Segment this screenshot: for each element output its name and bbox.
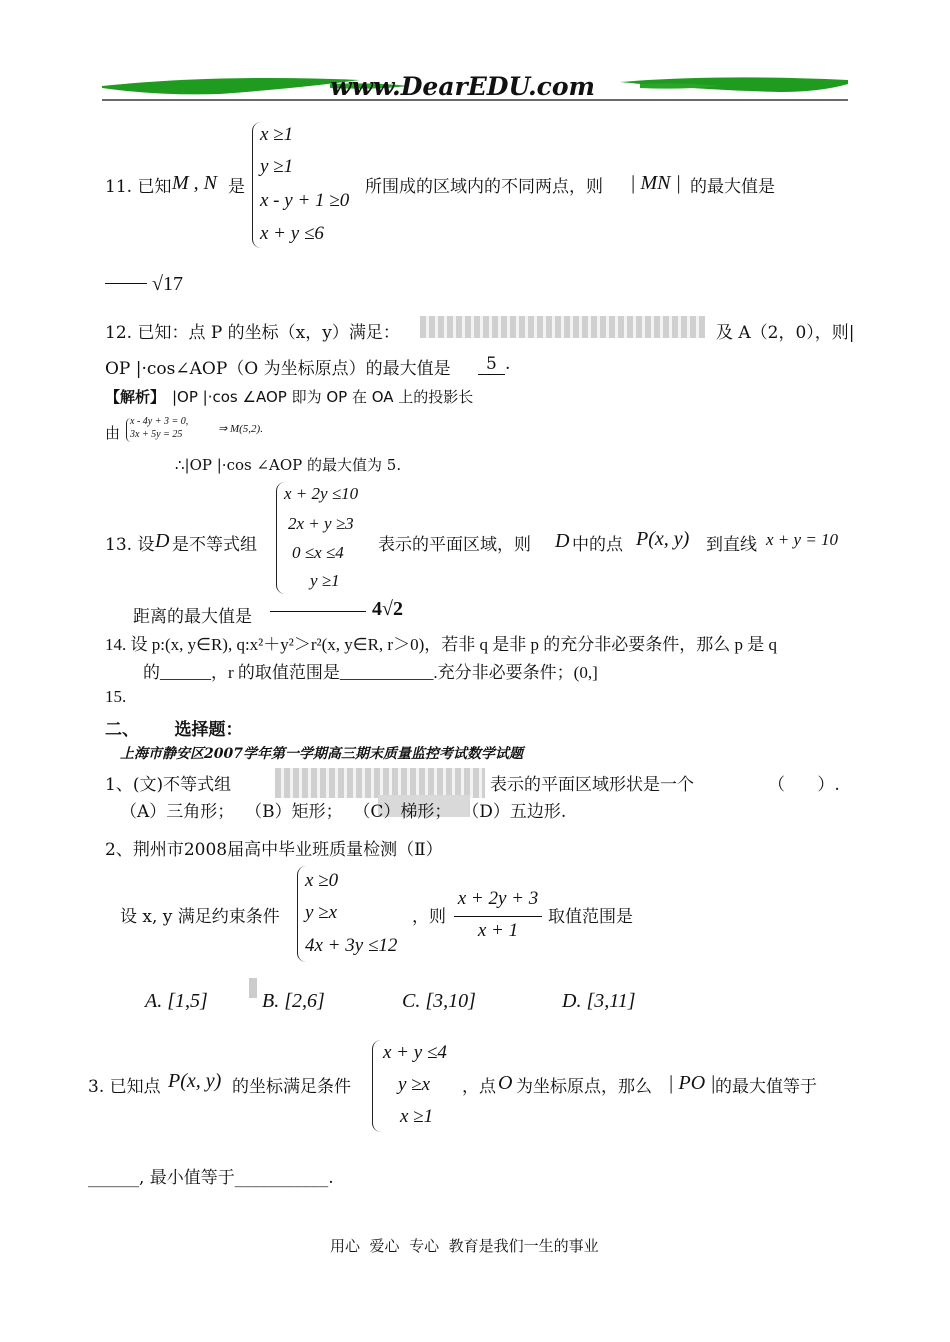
c1-stem: 1、(文)不等式组 — [105, 775, 232, 795]
c3-stem4: 为坐标原点，那么 — [516, 1077, 652, 1097]
header-logo-text: www.DearEDU.com — [330, 72, 596, 101]
c2-option-d: D. [3,11] — [562, 990, 636, 1012]
q12-answer: 5 — [478, 354, 505, 375]
c2-fraction-bar — [454, 916, 542, 917]
q12-period: . — [505, 354, 511, 374]
c2-sys-1: x ≥0 — [305, 870, 339, 891]
c3-sys-3: x ≥1 — [400, 1106, 434, 1127]
c3-stem5: 的最大值等于 — [715, 1077, 817, 1097]
q13-text2: 表示的平面区域，则 — [378, 535, 531, 555]
q12-conclusion: ∴|OP |·cos ∠AOP 的最大值为 5. — [175, 456, 402, 474]
c3-stem: 3. 已知点 — [88, 1077, 161, 1097]
q11-text: 所围成的区域内的不同两点，则 — [365, 177, 603, 197]
c3-point: P(x, y) — [168, 1070, 222, 1092]
q13-sys-2: 2x + y ≥3 — [288, 514, 354, 533]
q15-number: 15. — [105, 687, 127, 706]
c2-sys-2: y ≥x — [305, 902, 338, 923]
q13-line: x + y = 10 — [766, 530, 839, 549]
q12-line2: OP |·cos∠AOP（O 为坐标原点）的最大值是 — [105, 359, 451, 379]
q12-jiexi-text: |OP |·cos ∠AOP 即为 OP 在 OA 上的投影长 — [172, 388, 474, 406]
c1-paren: （ ）. — [768, 775, 840, 795]
q14-line1: 14. 设 p:(x, y∈R), q:x²＋y²＞r²(x, y∈R, r＞0)，若非 q 是非 p 的充分非必要条件，那么 p 是 q — [105, 635, 777, 654]
c2-option-b: B. [2,6] — [262, 990, 325, 1012]
q14-line2: 的______，r 的取值范围是___________.充分非必要条件；(0,] — [143, 663, 598, 682]
q11-number: 11. 已知 — [105, 177, 172, 197]
q12-you-result: ⇒ M(5,2). — [218, 423, 263, 435]
c2-tail: 取值范围是 — [548, 907, 633, 927]
q11-sys-2: y ≥1 — [260, 156, 294, 177]
q13-number: 13. 设 — [105, 535, 155, 555]
q12-you: 由 — [105, 424, 121, 442]
q12-system-image — [420, 316, 705, 338]
q11-shi: 是 — [228, 177, 245, 197]
q12-line1b: 及 A（2，0），则| — [716, 323, 855, 343]
q13-sys-1: x + 2y ≤10 — [284, 484, 359, 503]
q13-d2: D — [555, 530, 570, 552]
q11-sys-4: x + y ≤6 — [260, 223, 324, 244]
c2-stem: 设 x, y 满足约束条件 — [120, 907, 280, 927]
q13-answer-blank — [270, 611, 366, 612]
q11-answer: √17 — [152, 273, 183, 295]
q13-point: P(x, y) — [636, 528, 690, 550]
q12-jiexi-label: 【解析】 — [105, 388, 166, 406]
q12-you-sys-1: x - 4y + 3 = 0, — [130, 416, 189, 427]
c3-stem2: 的坐标满足条件 — [232, 1077, 351, 1097]
q13-line2: 距离的最大值是 — [133, 607, 252, 627]
c3-stem3: ，点 — [462, 1077, 496, 1097]
c3-sys-1: x + y ≤4 — [383, 1042, 447, 1063]
c2-title: 2、荆州市2008届高中毕业班质量检测（Ⅱ） — [105, 840, 443, 860]
q13-text3: 中的点 — [572, 535, 623, 555]
q11-abs-mn: | MN | — [630, 172, 681, 194]
c2-option-c: C. [3,10] — [402, 990, 476, 1012]
c2-then: ，则 — [412, 907, 446, 927]
c2-fraction-denominator: x + 1 — [477, 920, 519, 941]
c3-sys-2: y ≥x — [398, 1074, 431, 1095]
q11-sys-1: x ≥1 — [260, 124, 294, 145]
q11-mn: M , N — [172, 172, 217, 194]
q12-line1: 12. 已知：点 P 的坐标（x，y）满足： — [105, 323, 400, 343]
q11-sys-3: x - y + 1 ≥0 — [260, 190, 350, 211]
q12-you-sys-2: 3x + 5y = 25 — [130, 429, 183, 440]
q11-answer-blank — [105, 283, 147, 284]
c2-option-a: A. [1,5] — [145, 990, 208, 1012]
q11-tail: 的最大值是 — [690, 177, 775, 197]
c1-stem2: 表示的平面区域形状是一个 — [490, 775, 694, 795]
c2-option-b-mark — [249, 978, 257, 998]
q13-sys-4: y ≥1 — [310, 571, 340, 590]
c3-line2: ______, 最小值等于___________. — [88, 1168, 334, 1188]
footer-text: 用心 爱心 专心 教育是我们一生的事业 — [330, 1237, 599, 1255]
q13-d: D — [155, 530, 170, 552]
c3-o: O — [498, 1072, 513, 1094]
c3-po: | PO | — [668, 1072, 716, 1094]
c3-system-brace — [372, 1040, 381, 1132]
q13-answer: 4√2 — [372, 598, 403, 620]
c1-options: （A）三角形； （B）矩形； （C）梯形； （D）五边形. — [120, 802, 567, 822]
source1: 上海市静安区2007学年第一学期高三期末质量监控考试数学试题 — [120, 746, 523, 762]
c1-system-image — [275, 768, 485, 798]
c2-fraction-numerator: x + 2y + 3 — [457, 888, 539, 909]
c2-sys-3: 4x + 3y ≤12 — [305, 935, 398, 956]
q13-sys-3: 0 ≤x ≤4 — [292, 543, 344, 562]
section2-title: 二、 选择题： — [105, 720, 243, 740]
q13-text1: 是不等式组 — [172, 535, 257, 555]
q13-text4: 到直线 — [706, 535, 757, 555]
